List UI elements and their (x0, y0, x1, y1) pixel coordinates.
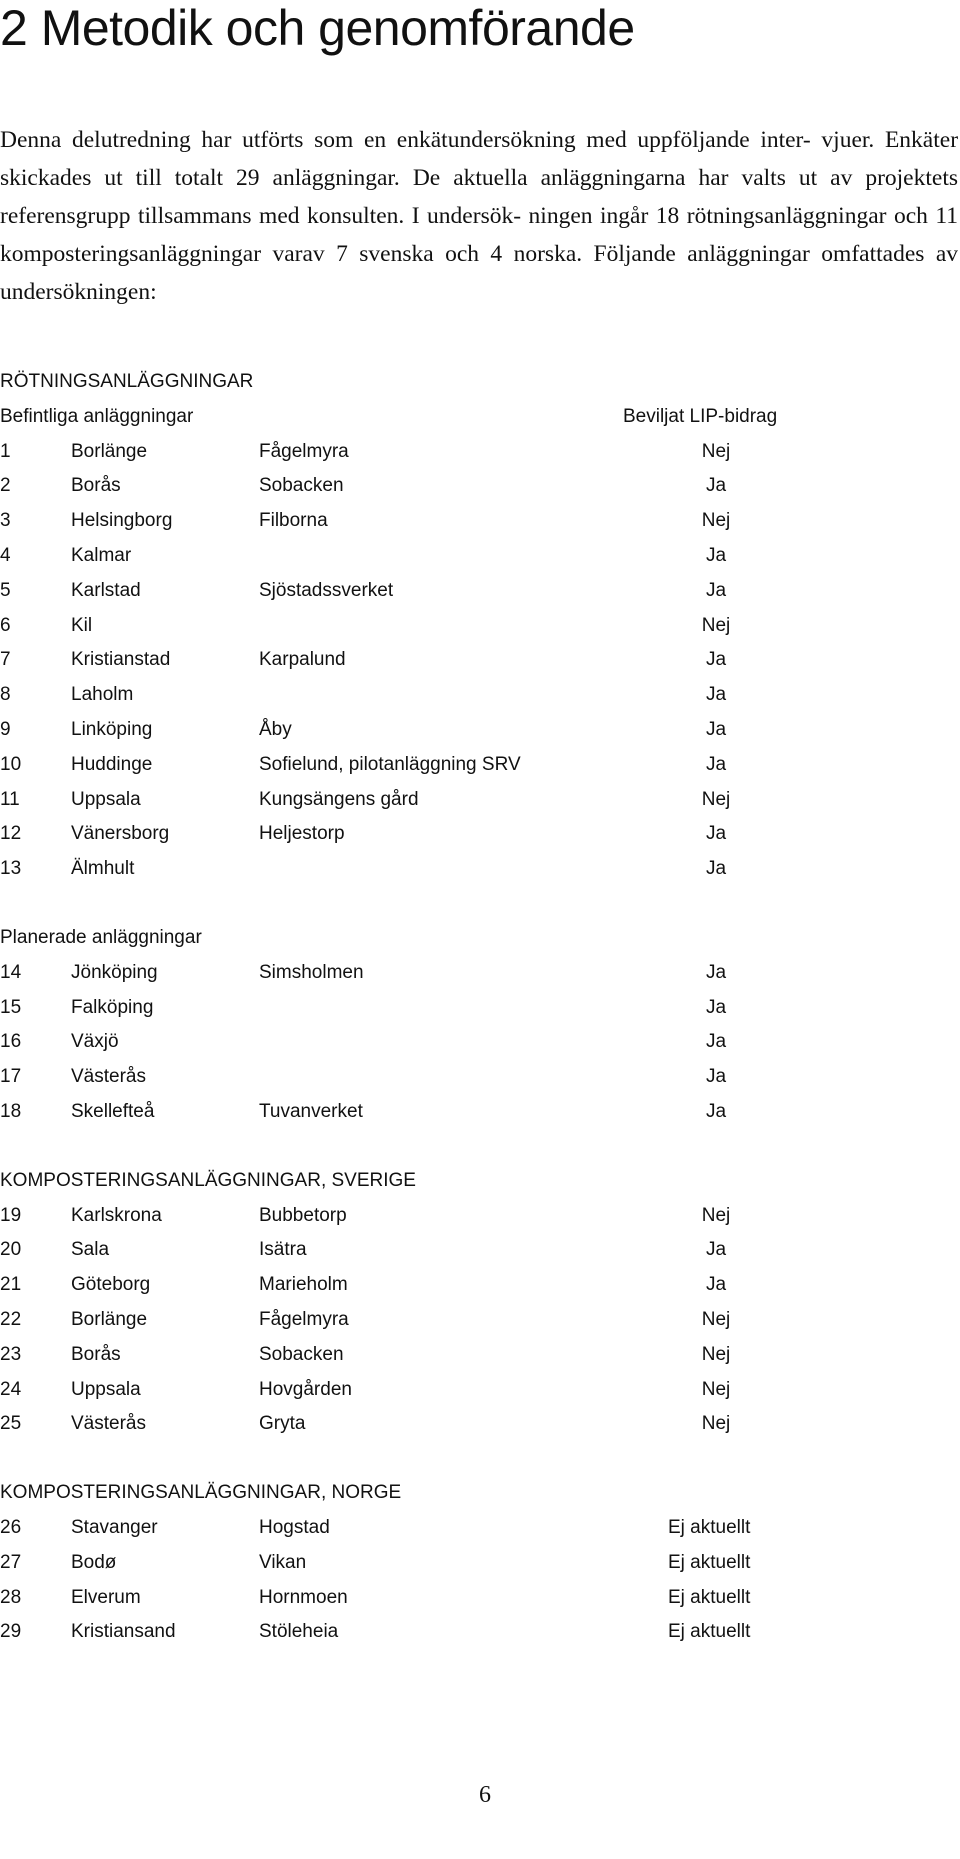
lip-status: Nej (701, 1413, 731, 1434)
table-row (0, 683, 960, 707)
intro-line: Denna delutredning har utförts som en enkätundersökning med uppföljande inter- (0, 127, 811, 153)
table-row (0, 788, 960, 812)
site-name: Marieholm (259, 1274, 348, 1295)
row-number: 12 (0, 823, 22, 844)
lip-column-header: Beviljat LIP-bidrag (623, 406, 778, 427)
row-number: 4 (0, 545, 11, 566)
intro-line: svenska och 4 norska. Följande anläggningar omfattades av undersökningen: (0, 241, 958, 305)
city-name: Kil (71, 615, 93, 636)
row-number: 26 (0, 1517, 22, 1538)
intro-line: vjuer. Enkäter skickades ut till totalt 29 anläggningar. De aktuella anläggningarna (0, 127, 959, 191)
intro-line: ningen ingår 18 rötningsanläggningar och 11 komposteringsanläggningar varav 7 (0, 203, 959, 267)
table-row (0, 648, 960, 672)
city-name: Helsingborg (71, 510, 173, 531)
lip-status: Nej (701, 615, 731, 636)
city-name: Borås (71, 475, 121, 496)
table-row (0, 1238, 960, 1262)
lip-status: Nej (701, 1205, 731, 1226)
lip-status: Ja (705, 1101, 727, 1122)
row-number: 10 (0, 754, 22, 775)
city-name: Huddinge (71, 754, 153, 775)
site-name: Åby (259, 719, 292, 740)
table-row (0, 509, 960, 533)
section-title: RÖTNINGSANLÄGGNINGAR (0, 371, 254, 392)
city-name: Stavanger (71, 1517, 158, 1538)
site-name: Filborna (259, 510, 328, 531)
lip-status: Ej aktuellt (668, 1552, 751, 1573)
table-row (0, 474, 960, 498)
row-number: 25 (0, 1413, 22, 1434)
row-number: 24 (0, 1379, 22, 1400)
table-row (0, 1204, 960, 1228)
city-name: Skellefteå (71, 1101, 155, 1122)
subsection-title: Planerade anläggningar (0, 927, 202, 948)
city-name: Linköping (71, 719, 153, 740)
table-row (0, 579, 960, 603)
lip-status: Ja (705, 754, 727, 775)
city-name: Göteborg (71, 1274, 151, 1295)
lip-status: Ja (705, 1031, 727, 1052)
table-row (0, 961, 960, 985)
site-name: Fågelmyra (259, 441, 349, 462)
table-row (0, 857, 960, 881)
row-number: 13 (0, 858, 22, 879)
table-row (0, 614, 960, 638)
row-number: 14 (0, 962, 22, 983)
site-name: Sjöstadssverket (259, 580, 394, 601)
lip-status: Ja (705, 684, 727, 705)
row-number: 27 (0, 1552, 22, 1573)
table-row (0, 1273, 960, 1297)
lip-status: Nej (701, 789, 731, 810)
city-name: Laholm (71, 684, 134, 705)
row-number: 15 (0, 997, 22, 1018)
city-name: Bodø (71, 1552, 117, 1573)
city-name: Älmhult (71, 858, 135, 879)
table-row (0, 1378, 960, 1402)
city-name: Kristianstad (71, 649, 171, 670)
lip-status: Ja (705, 580, 727, 601)
table-row (0, 1065, 960, 1089)
site-name: Hornmoen (259, 1587, 348, 1608)
section-title: KOMPOSTERINGSANLÄGGNINGAR, NORGE (0, 1482, 402, 1503)
table-row (0, 996, 960, 1020)
table-row (0, 440, 960, 464)
lip-status: Ja (705, 1066, 727, 1087)
site-name: Fågelmyra (259, 1309, 349, 1330)
subsection-title: Befintliga anläggningar (0, 406, 194, 427)
page-number: 6 (479, 1782, 491, 1808)
city-name: Västerås (71, 1066, 146, 1087)
table-row (0, 1030, 960, 1054)
site-name: Simsholmen (259, 962, 364, 983)
lip-status: Ja (705, 858, 727, 879)
site-name: Tuvanverket (259, 1101, 363, 1122)
city-name: Borlänge (71, 441, 148, 462)
city-name: Uppsala (71, 789, 141, 810)
row-number: 22 (0, 1309, 22, 1330)
site-name: Sofielund, pilotanläggning SRV (259, 754, 521, 775)
site-name: Kungsängens gård (259, 789, 419, 810)
lip-status: Ej aktuellt (668, 1517, 751, 1538)
city-name: Karlstad (71, 580, 141, 601)
city-name: Kalmar (71, 545, 132, 566)
row-number: 29 (0, 1621, 22, 1642)
lip-status: Nej (701, 441, 731, 462)
table-row (0, 753, 960, 777)
site-name: Heljestorp (259, 823, 345, 844)
row-number: 6 (0, 615, 11, 636)
row-number: 7 (0, 649, 11, 670)
lip-status: Ja (705, 823, 727, 844)
lip-status: Ej aktuellt (668, 1587, 751, 1608)
table-row (0, 1586, 960, 1610)
chapter-heading: 2 Metodik och genomförande (0, 0, 635, 56)
site-name: Isätra (259, 1239, 307, 1260)
table-row (0, 718, 960, 742)
city-name: Borlänge (71, 1309, 148, 1330)
site-name: Bubbetorp (259, 1205, 347, 1226)
site-name: Sobacken (259, 1344, 344, 1365)
table-row (0, 1412, 960, 1436)
row-number: 19 (0, 1205, 22, 1226)
row-number: 8 (0, 684, 11, 705)
site-name: Hogstad (259, 1517, 330, 1538)
table-row (0, 1516, 960, 1540)
table-row (0, 1343, 960, 1367)
row-number: 28 (0, 1587, 22, 1608)
lip-status: Nej (701, 510, 731, 531)
lip-status: Ja (705, 649, 727, 670)
city-name: Uppsala (71, 1379, 141, 1400)
city-name: Sala (71, 1239, 110, 1260)
city-name: Vänersborg (71, 823, 170, 844)
site-name: Sobacken (259, 475, 344, 496)
city-name: Karlskrona (71, 1205, 162, 1226)
city-name: Falköping (71, 997, 154, 1018)
table-row (0, 1308, 960, 1332)
site-name: Gryta (259, 1413, 306, 1434)
lip-status: Ej aktuellt (668, 1621, 751, 1642)
city-name: Västerås (71, 1413, 146, 1434)
row-number: 5 (0, 580, 11, 601)
table-row (0, 822, 960, 846)
table-row (0, 1620, 960, 1644)
lip-status: Ja (705, 1239, 727, 1260)
row-number: 3 (0, 510, 11, 531)
lip-status: Nej (701, 1309, 731, 1330)
table-row (0, 1551, 960, 1575)
site-name: Karpalund (259, 649, 346, 670)
row-number: 21 (0, 1274, 22, 1295)
lip-status: Ja (705, 719, 727, 740)
lip-status: Nej (701, 1344, 731, 1365)
table-row (0, 544, 960, 568)
city-name: Elverum (71, 1587, 141, 1608)
site-name: Hovgården (259, 1379, 352, 1400)
lip-status: Ja (705, 545, 727, 566)
row-number: 11 (0, 789, 20, 810)
row-number: 23 (0, 1344, 22, 1365)
row-number: 9 (0, 719, 11, 740)
city-name: Jönköping (71, 962, 158, 983)
row-number: 18 (0, 1101, 22, 1122)
city-name: Växjö (71, 1031, 119, 1052)
intro-line: har valts ut av projektets referensgrupp tillsammans med konsulten. I undersök- (0, 165, 958, 229)
lip-status: Ja (705, 1274, 727, 1295)
city-name: Borås (71, 1344, 121, 1365)
lip-status: Nej (701, 1379, 731, 1400)
row-number: 17 (0, 1066, 22, 1087)
row-number: 1 (0, 441, 11, 462)
lip-status: Ja (705, 997, 727, 1018)
site-name: Vikan (259, 1552, 307, 1573)
row-number: 20 (0, 1239, 22, 1260)
lip-status: Ja (705, 475, 727, 496)
table-row (0, 1100, 960, 1124)
lip-status: Ja (705, 962, 727, 983)
row-number: 16 (0, 1031, 22, 1052)
site-name: Stöleheia (259, 1621, 339, 1642)
city-name: Kristiansand (71, 1621, 176, 1642)
section-title: KOMPOSTERINGSANLÄGGNINGAR, SVERIGE (0, 1170, 416, 1191)
row-number: 2 (0, 475, 11, 496)
